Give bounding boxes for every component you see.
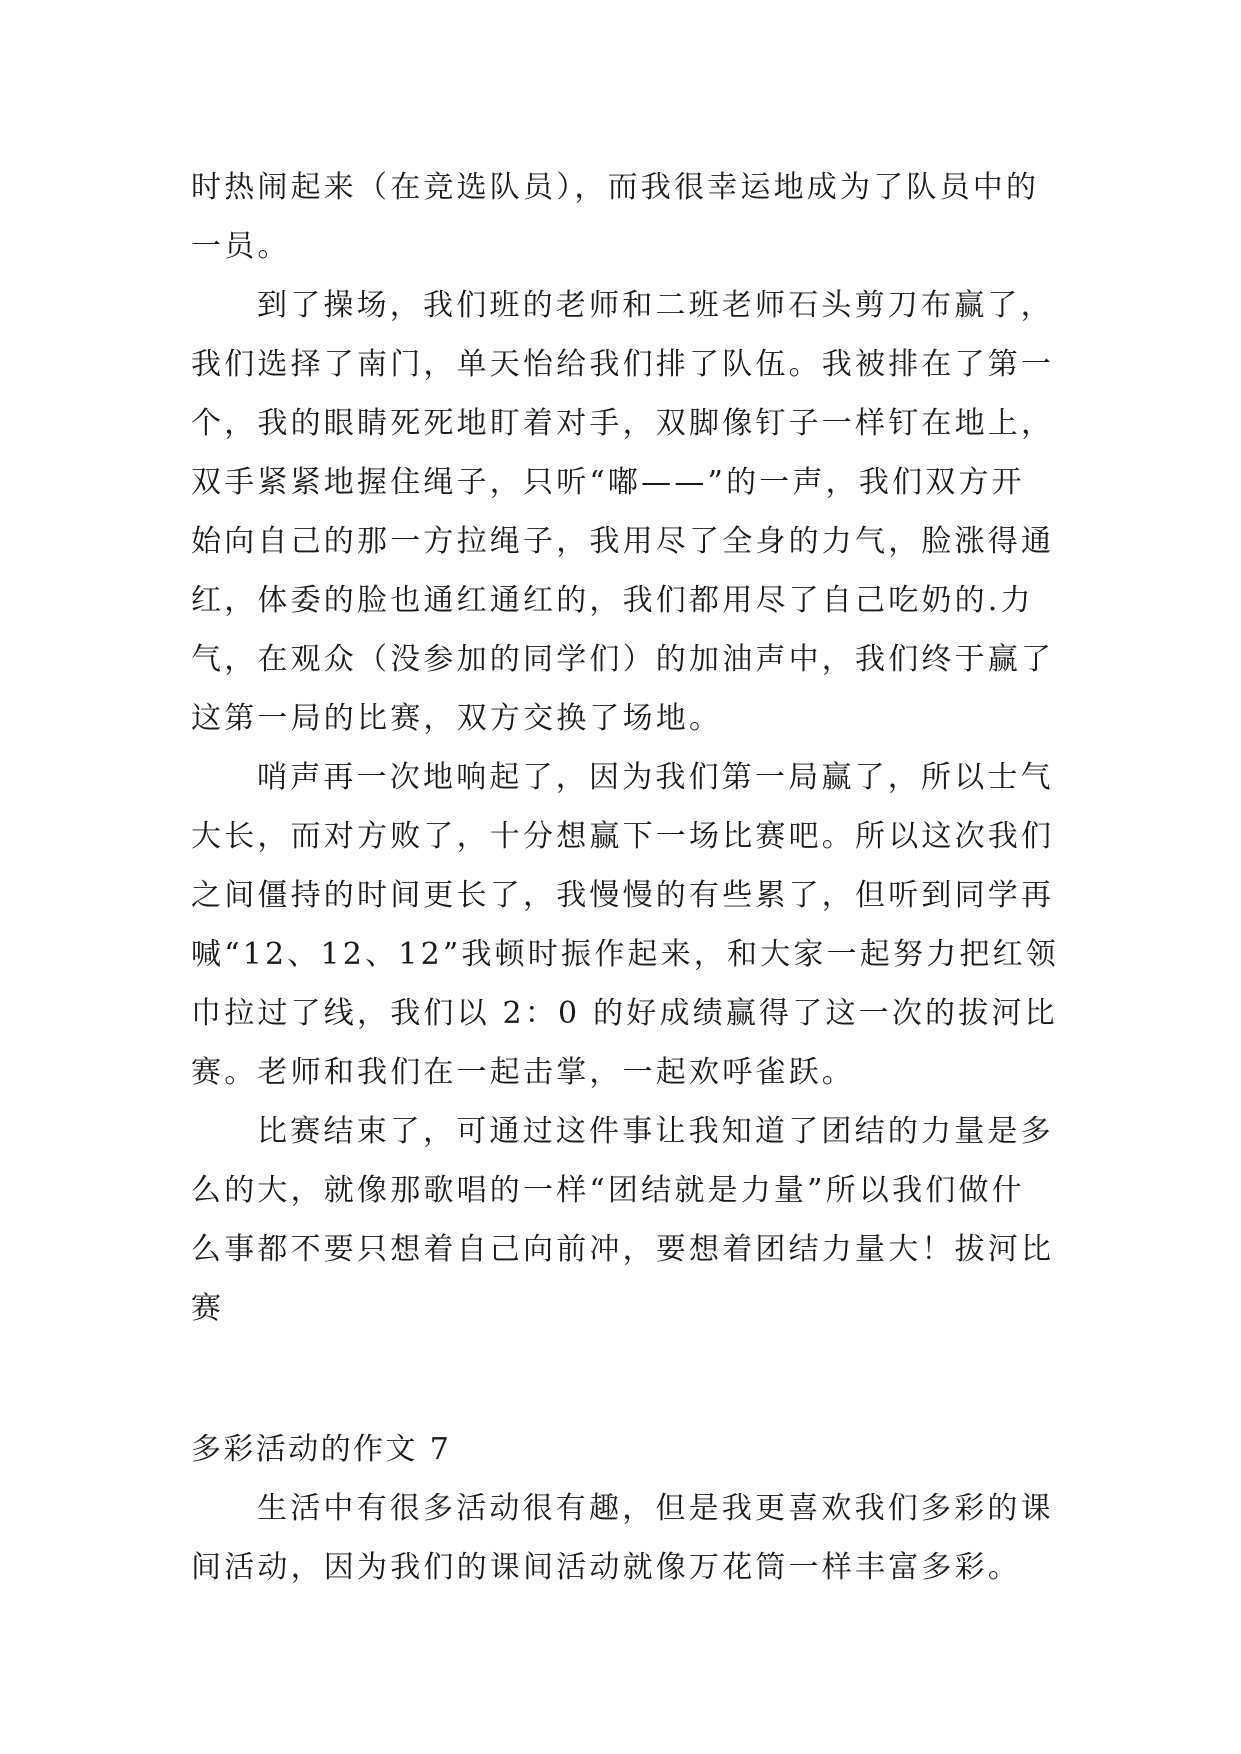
section-spacer bbox=[191, 1338, 1061, 1420]
text-line: 巾拉过了线，我们以 2：0 的好成绩赢得了这一次的拔河比 bbox=[191, 996, 1058, 1031]
text-line: 赛 bbox=[191, 1291, 225, 1326]
text-line: 生活中有很多活动很有趣，但是我更喜欢我们多彩的课 bbox=[257, 1491, 1054, 1526]
text-line: 双手紧紧地握住绳子，只听“嘟——”的一声，我们双方开 bbox=[191, 465, 1025, 500]
text-line: 么的大，就像那歌唱的一样“团结就是力量”所以我们做什 bbox=[191, 1173, 1025, 1208]
text-line: 哨声再一次地响起了，因为我们第一局赢了，所以士气 bbox=[257, 760, 1054, 795]
text-line: 喊“12、12、12”我顿时振作起来，和大家一起努力把红领 bbox=[191, 937, 1059, 972]
document-page bbox=[191, 158, 1061, 1597]
text-line: 红，体委的脸也通红通红的，我们都用尽了自己吃奶的.力 bbox=[191, 583, 1034, 618]
text-line: 赛。老师和我们在一起击掌，一起欢呼雀跃。 bbox=[191, 1055, 855, 1090]
text-line: 气，在观众（没参加的同学们）的加油声中，我们终于赢了 bbox=[191, 642, 1055, 677]
text-line: 到了操场，我们班的老师和二班老师石头剪刀布赢了， bbox=[257, 288, 1054, 323]
paragraph-tug-of-war-first-round bbox=[191, 276, 1061, 748]
paragraph-continued bbox=[191, 158, 1061, 276]
text-line: 这第一局的比赛，双方交换了场地。 bbox=[191, 701, 723, 736]
text-line: 个，我的眼睛死死地盯着对手，双脚像钉子一样钉在地上， bbox=[191, 406, 1055, 441]
text-line: 比赛结束了，可通过这件事让我知道了团结的力量是多 bbox=[257, 1114, 1054, 1149]
text-line: 一员。 bbox=[191, 229, 291, 264]
text-line: 大长，而对方败了，十分想赢下一场比赛吧。所以这次我们 bbox=[191, 819, 1055, 854]
section-heading bbox=[191, 1420, 1061, 1479]
text-line: 么事都不要只想着自己向前冲，要想着团结力量大！拔河比 bbox=[191, 1232, 1055, 1267]
text-line: 时热闹起来（在竞选队员），而我很幸运地成为了队员中的 bbox=[191, 170, 1040, 205]
paragraph-conclusion bbox=[191, 1102, 1061, 1338]
paragraph-second-round bbox=[191, 748, 1061, 1102]
text-line: 始向自己的那一方拉绳子，我用尽了全身的力气，脸涨得通 bbox=[191, 524, 1055, 559]
text-line: 间活动，因为我们的课间活动就像万花筒一样丰富多彩。 bbox=[191, 1550, 1021, 1585]
essay-title: 多彩活动的作文 7 bbox=[191, 1432, 452, 1467]
paragraph-essay-7-intro bbox=[191, 1479, 1061, 1597]
text-line: 我们选择了南门，单天怡给我们排了队伍。我被排在了第一 bbox=[191, 347, 1055, 382]
text-line: 之间僵持的时间更长了，我慢慢的有些累了，但听到同学再 bbox=[191, 878, 1055, 913]
